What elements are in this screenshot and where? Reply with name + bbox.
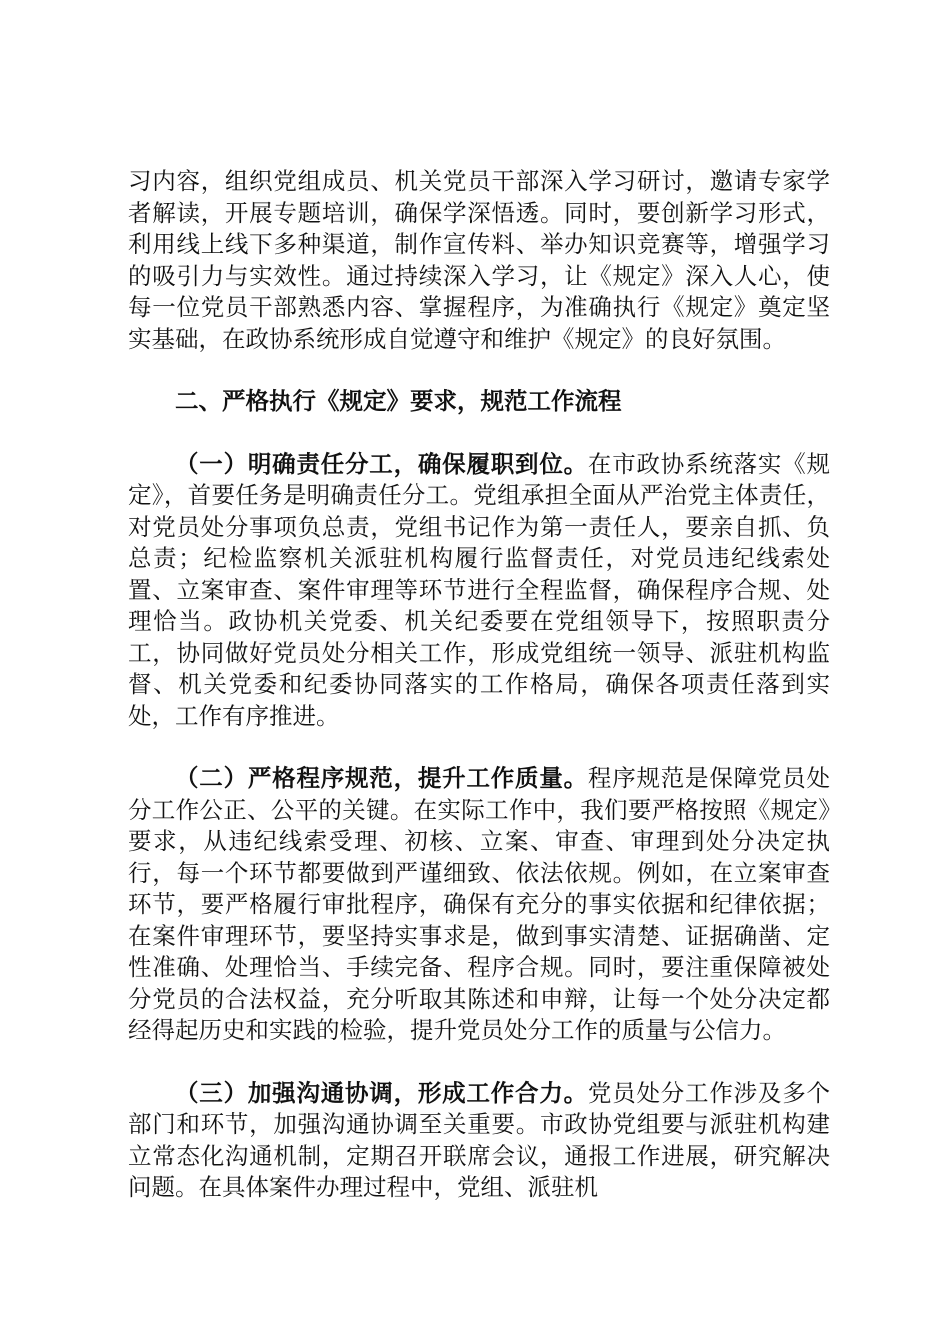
subsection-body-3: 党员处分工作涉及多个部门和环节，加强沟通协调至关重要。市政协党组要与派驻机构建立常态化沟通机制，定期召开联席会议，通报工作进展，研究解决问题。在具体案件办理过程中，党组、派驻机 — [128, 1078, 831, 1201]
intro-paragraph: 习内容，组织党组成员、机关党员干部深入学习研讨，邀请专家学者解读，开展专题培训，确保学深悟透。同时，要创新学习形式，利用线上线下多种渠道，制作宣传料、举办知识竞赛等，增强学习的吸引力与实效性。通过持续深入学习，让《规定》深入人心，使每一位党员干部熟悉内容、掌握程序，为准确执行《规定》奠定坚实基础，在政协系统形成自觉遵守和维护《规定》的良好氛围。 — [128, 167, 830, 353]
subsection-body-2: 程序规范是保障党员处分工作公正、公平的关键。在实际工作中，我们要严格按照《规定》要求，从违纪线索受理、初核、立案、审查、审理到处分决定执行，每一个环节都要做到严谨细致、依法依规。例如，在立案审查环节，要严格履行审批程序，确保有充分的事实依据和纪律依据；在案件审理环节，要坚持实事求是，做到事实清楚、证据确凿、定性准确、处理恰当、手续完备、程序合规。同时，要注重保障被处分党员的合法权益，充分听取其陈述和申辩，让每一个处分决定都经得起历史和实践的检验，提升党员处分工作的质量与公信力。 — [128, 764, 831, 1044]
document-page — [128, 166, 830, 1204]
subsection-paragraph-3 — [128, 1078, 830, 1204]
subsection-lead-1: （一）明确责任分工，确保履职到位。 — [175, 449, 588, 478]
subsection-lead-2: （二）严格程序规范，提升工作质量。 — [175, 764, 588, 792]
subsection-body-1: 在市政协系统落实《规定》，首要任务是明确责任分工。党组承担全面从严治党主体责任，对党员处分事项负总责，党组书记作为第一责任人，要亲自抓、负总责；纪检监察机关派驻机构履行监督责任，对党员违纪线索处置、立案审查、案件审理等环节进行全程监督，确保程序合规、处理恰当。政协机关党委、机关纪委要在党组领导下，按照职责分工，协同做好党员处分相关工作，形成党组统一领导、派驻机构监督、机关党委和纪委协同落实的工作格局，确保各项责任落到实处，工作有序推进。 — [128, 449, 831, 730]
subsection-lead-3: （三）加强沟通协调，形成工作合力。 — [175, 1078, 588, 1107]
subsection-paragraph-1 — [128, 449, 830, 733]
subsection-paragraph-2 — [128, 763, 830, 1047]
section-heading: 二、严格执行《规定》要求，规范工作流程 — [175, 387, 622, 415]
